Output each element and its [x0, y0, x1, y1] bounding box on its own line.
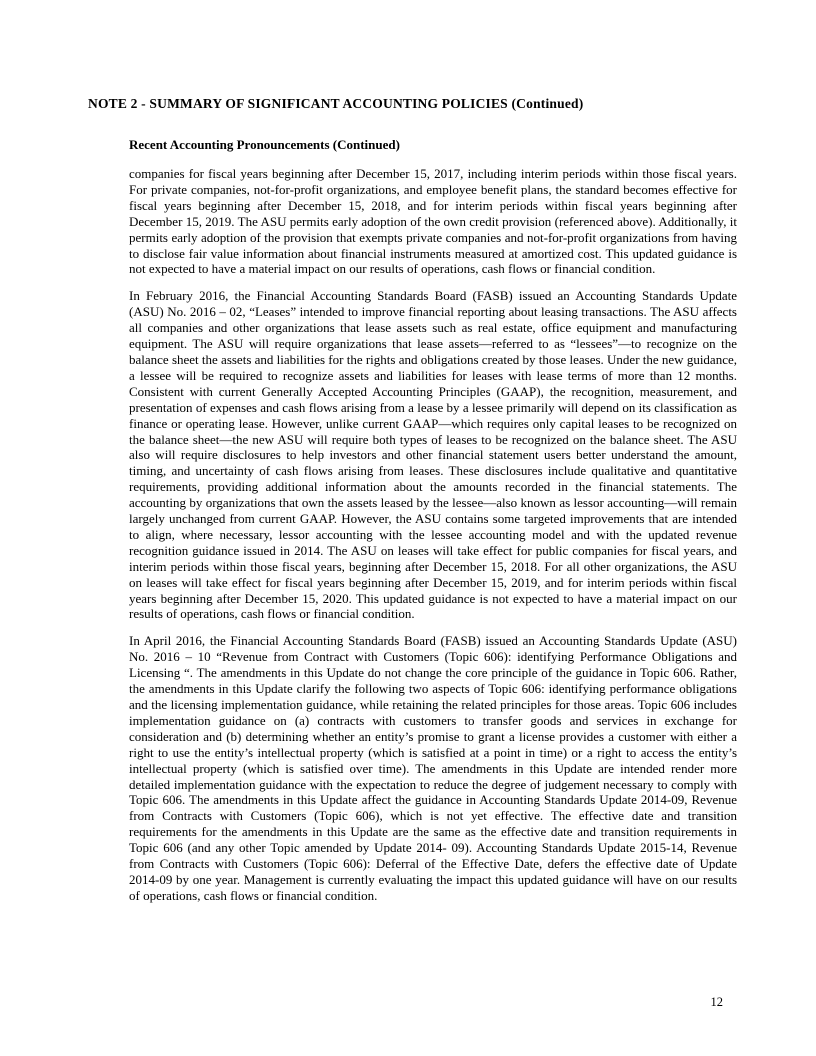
- paragraph-1: companies for fiscal years beginning after December 15, 2017, including interim periods within those fiscal years. For private companies, not-for-profit organizations, and employee benefit plans, the standard becomes effective for fiscal years beginning after December 15, 2018, and for interim periods within fiscal years beginning after December 15, 2019. The ASU permits early adoption of the own credit provision (referenced above). Additionally, it permits early adoption of the provision that exempts private companies and not-for-profit organizations from having to disclose fair value information about financial instruments measured at amortized cost. This updated guidance is not expected to have a material impact on our results of operations, cash flows or financial condition.: [129, 166, 737, 277]
- paragraph-2: In February 2016, the Financial Accounting Standards Board (FASB) issued an Accounting Standards Update (ASU) No. 2016 – 02, “Leases” intended to improve financial reporting about leasing transactions. The ASU affects all companies and other organizations that lease assets such as real estate, office equipment and manufacturing equipment. The ASU will require organizations that lease assets—referred to as “lessees”—to recognize on the balance sheet the assets and liabilities for the rights and obligations created by those leases. Under the new guidance, a lessee will be required to recognize assets and liabilities for leases with lease terms of more than 12 months. Consistent with current Generally Accepted Accounting Principles (GAAP), the recognition, measurement, and presentation of expenses and cash flows arising from a lease by a lessee primarily will depend on its classification as finance or operating lease. However, unlike current GAAP—which requires only capital leases to be recognized on the balance sheet—the new ASU will require both types of leases to be recognized on the balance sheet. The ASU also will require disclosures to help investors and other financial statement users better understand the amount, timing, and uncertainty of cash flows arising from leases. These disclosures include qualitative and quantitative requirements, providing additional information about the amounts recorded in the financial statements. The accounting by organizations that own the assets leased by the lessee—also known as lessor accounting—will remain largely unchanged from current GAAP. However, the ASU contains some targeted improvements that are intended to align, where necessary, lessor accounting with the lessee accounting model and with the updated revenue recognition guidance issued in 2014. The ASU on leases will take effect for public companies for fiscal years, and interim periods within those fiscal years, beginning after December 15, 2018. For all other organizations, the ASU on leases will take effect for fiscal years beginning after December 15, 2019, and for interim periods within fiscal years beginning after December 15, 2020. This updated guidance is not expected to have a material impact on our results of operations, cash flows or financial condition.: [129, 288, 737, 622]
- note-title: NOTE 2 - SUMMARY OF SIGNIFICANT ACCOUNTING POLICIES (Continued): [88, 96, 584, 111]
- paragraph-3: In April 2016, the Financial Accounting Standards Board (FASB) issued an Accounting Standards Update (ASU) No. 2016 – 10 “Revenue from Contract with Customers (Topic 606): identifying Performance Obligations and Licensing “. The amendments in this Update do not change the core principle of the guidance in Topic 606. Rather, the amendments in this Update clarify the following two aspects of Topic 606: identifying performance obligations and the licensing implementation guidance, while retaining the related principles for those areas. Topic 606 includes implementation guidance on (a) contracts with customers to transfer goods and services in exchange for consideration and (b) determining whether an entity’s promise to grant a license provides a customer with either a right to use the entity’s intellectual property (which is satisfied at a point in time) or a right to access the entity’s intellectual property (which is satisfied over time). The amendments in this Update are intended render more detailed implementation guidance with the expectation to reduce the degree of judgement necessary to comply with Topic 606. The amendments in this Update affect the guidance in Accounting Standards Update 2014-09, Revenue from Contracts with Customers (Topic 606), which is not yet effective. The effective date and transition requirements for the amendments in this Update are the same as the effective date and transition requirements in Topic 606 (and any other Topic amended by Update 2014- 09). Accounting Standards Update 2015-14, Revenue from Contracts with Customers (Topic 606): Deferral of the Effective Date, defers the effective date of Update 2014-09 by one year. Management is currently evaluating the impact this updated guidance will have on our results of operations, cash flows or financial condition.: [129, 633, 737, 903]
- section-subtitle: Recent Accounting Pronouncements (Continued): [129, 137, 400, 152]
- body-text: [129, 166, 737, 915]
- page-number: 12: [710, 995, 723, 1009]
